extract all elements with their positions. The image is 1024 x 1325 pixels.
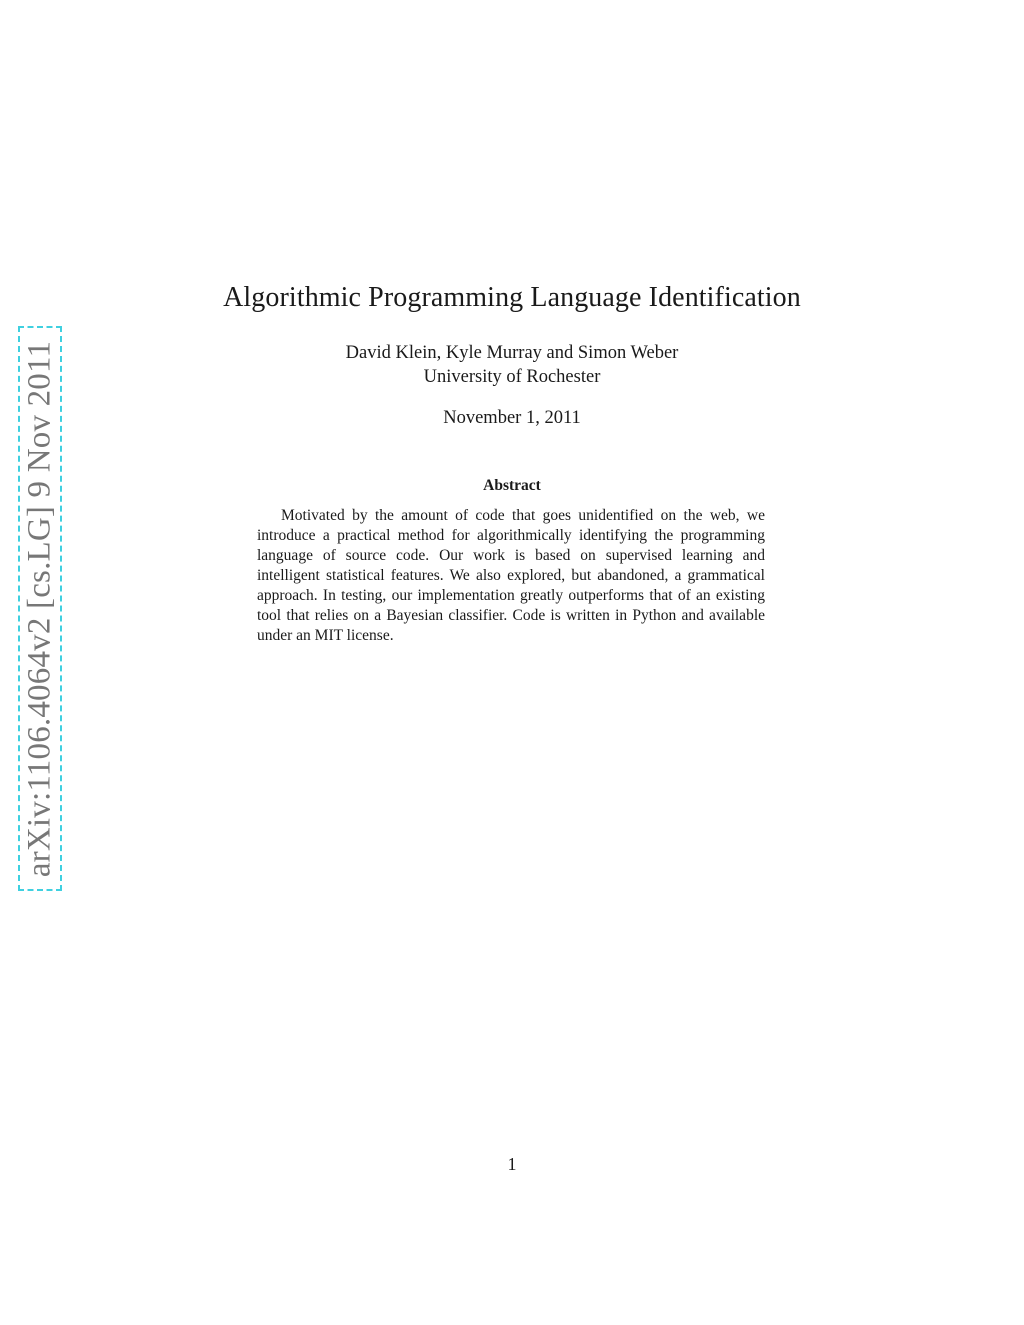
paper-authors: David Klein, Kyle Murray and Simon Weber [345,343,679,363]
arxiv-id: arXiv:1106.4064v2 [cs.LG] 9 Nov 2011 [21,340,58,877]
page-number: 1 [507,1154,517,1174]
abstract-heading: Abstract [483,477,541,494]
abstract-body: Motivated by the amount of code that goes unidentified on the web, we introduce a practical method for algorithmically identifying the programming language of source code. Our work is based on supervised learning and intelligent statistical features. We also explored, but abandoned, a grammatical approach. In testing, our implementation greatly outperforms that of an existing tool that relies on a Bayesian classifier. Code is written in Python and available under an MIT license. [257,507,765,644]
paper-date: November 1, 2011 [443,408,581,428]
paper-title: Algorithmic Programming Language Identification [223,282,801,313]
paper-affiliation: University of Rochester [423,367,601,387]
